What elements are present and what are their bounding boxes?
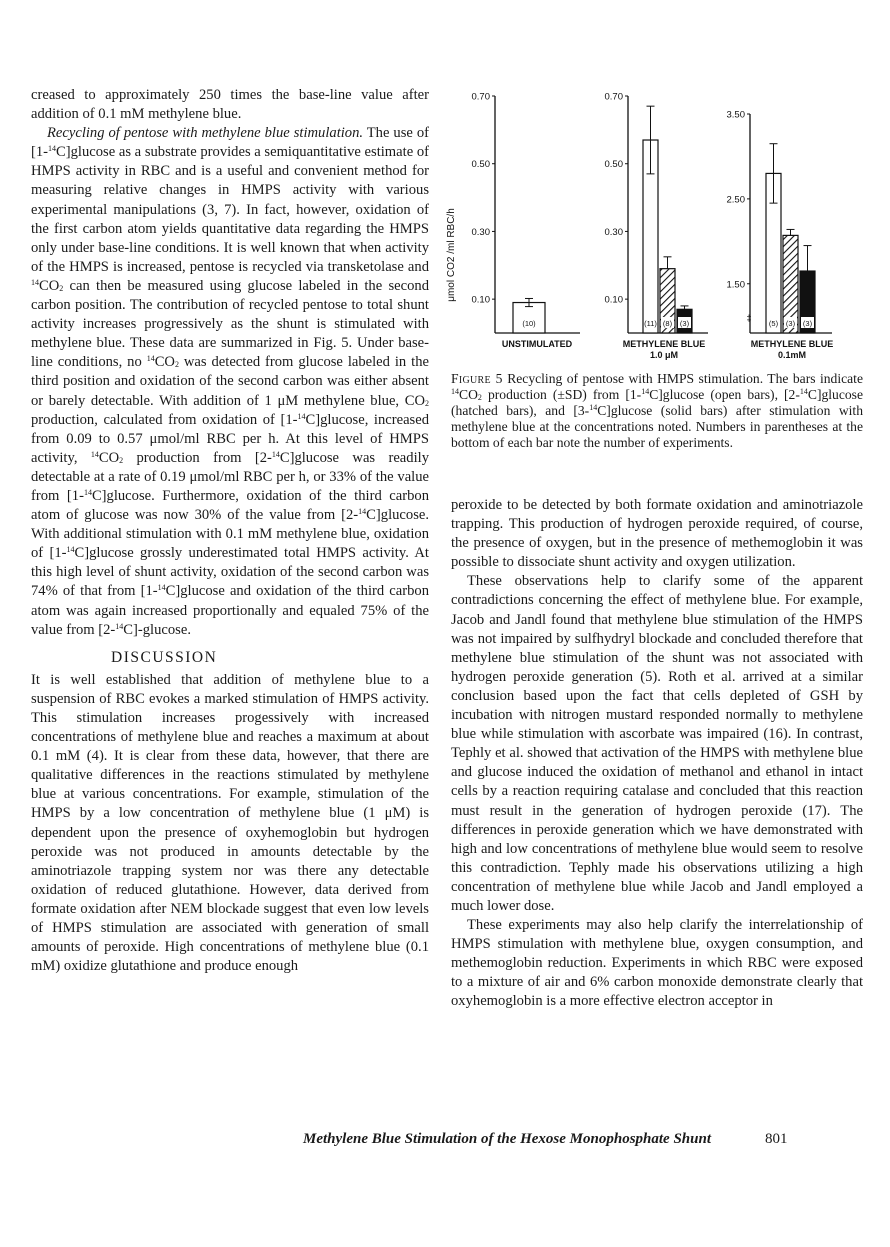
y-tick-label: 3.50 xyxy=(726,109,745,121)
x-axis-label: METHYLENE BLUE xyxy=(750,339,834,349)
text: CO xyxy=(154,354,175,371)
text: C]glucose grossly underestimated total HMPS activity. At this high level of shunt activity, oxidation of the second carbon was 74% of that from [1- xyxy=(31,545,429,600)
n-label: (8) xyxy=(662,319,673,328)
superscript: 14 xyxy=(589,403,598,413)
x-axis-label: UNSTIMULATED xyxy=(501,339,573,349)
paragraph: It is well established that addition of methylene blue to a suspension of RBC evokes a marked stimulation of HMPS activity. This stimulation increases progessively with increased concentrations of methylene blue and reaches a maximum at about 0.1 mM (4). It is clear from these data, however, that there are qualitative differences in the reactions stimulated by methylene blue at various concentrations. For example, stimulation of the HMPS by a low concentration of methylene blue (1 μM) is dependent upon the presence of oxyhemoglobin but hydrogen peroxide was not produced in amounts detectable by the aminotriazole trapping system nor was there any detectable oxidation of reduced glutathione. However, data derived from formate oxidation after NEM blockade suggest that even low levels of HMPS stimulation are associated with generation of small amounts of peroxide. High concentrations of methylene blue (0.1 mM) oxidize glutathione and produce enough xyxy=(31,671,429,975)
y-axis-label: μmol CO2 /ml RBC/h xyxy=(446,208,457,302)
text: CO xyxy=(98,449,120,466)
running-title: Methylene Blue Stimulation of the Hexose Monophosphate Shunt xyxy=(303,1131,711,1147)
subscript: 2 xyxy=(119,455,124,465)
figure-5-chart xyxy=(440,80,880,365)
superscript: 14 xyxy=(297,411,306,421)
x-axis-label: 0.1mM xyxy=(777,350,807,360)
text: C]glucose. With additional stimulation with 0.1 mM methylene blue, oxidation of [1- xyxy=(31,507,429,562)
page-number: 801 xyxy=(765,1131,788,1147)
text: C]glucose (solid bars) after stimulation with methylene blue at the concentrations noted. Numbers in parentheses at the bottom of each bar note the number of experiments. xyxy=(451,403,863,451)
superscript: 14 xyxy=(83,487,92,497)
superscript: 14 xyxy=(358,507,367,517)
subscript: 2 xyxy=(59,283,64,293)
superscript: 14 xyxy=(271,449,280,459)
subscript: 2 xyxy=(174,360,179,370)
text: Recycling of pentose with HMPS stimulation. The bars indicate xyxy=(502,371,863,386)
text: production (±SD) from [1- xyxy=(481,387,642,403)
superscript: 14 xyxy=(799,387,808,397)
y-tick-label: 0.50 xyxy=(471,159,490,171)
n-label: (5) xyxy=(768,319,779,328)
n-label: (3) xyxy=(679,319,690,328)
paragraph: These experiments may also help clarify the interrelationship of HMPS stimulation with methylene blue, oxygen consumption, and methemoglobin reduction. Experiments in which RBC were exposed to a mixture of air and 6% carbon monoxide demonstrate clearly that oxyhemoglobin is a more effective electron acceptor in xyxy=(451,917,863,1010)
text: CO xyxy=(459,387,478,403)
n-label: (11) xyxy=(644,319,657,328)
superscript: 14 xyxy=(48,144,57,154)
section-heading-discussion: DISCUSSION xyxy=(111,648,218,666)
text: CO xyxy=(39,277,60,294)
paragraph-recycling xyxy=(31,124,429,640)
text: C]glucose. Furthermore, oxidation of the third carbon atom of glucose was now 30% of the value from [2- xyxy=(31,487,429,524)
figure-label: Figure 5 xyxy=(451,371,503,386)
paragraph: peroxide to be detected by both formate oxidation and aminotriazole trapping. This production of hydrogen peroxide required, of course, the presence of oxygen, but in the presence of methemoglobin it was possible to dissociate shunt activity and oxygen utilization. xyxy=(451,497,863,571)
text: C]glucose and oxidation of the third carbon atom was again increased proportionally and equaled 75% of the value from [2- xyxy=(31,583,429,638)
y-tick-label: 2.50 xyxy=(726,194,745,206)
x-axis-label: 1.0 μM xyxy=(649,350,679,360)
n-label: (3) xyxy=(802,319,813,328)
y-tick-label: 0.30 xyxy=(471,226,490,238)
right-column xyxy=(451,496,863,1012)
text: C]glucose (open bars), [2- xyxy=(649,387,800,403)
subscript: 2 xyxy=(425,398,429,408)
superscript: 14 xyxy=(451,387,459,397)
paragraph: creased to approximately 250 times the base-line value after addition of 0.1 mM methylene blue. xyxy=(31,87,429,123)
x-axis-label: METHYLENE BLUE xyxy=(622,339,706,349)
y-tick-label: 1.50 xyxy=(726,279,745,291)
superscript: 14 xyxy=(641,387,650,397)
text: C]-glucose. xyxy=(123,621,191,638)
y-tick-label: 0.70 xyxy=(604,91,623,103)
superscript: 14 xyxy=(115,621,124,631)
subscript: 2 xyxy=(477,393,482,403)
text: C]glucose (hatched bars), and [3- xyxy=(451,387,863,419)
text: C]glucose, increased from 0.09 to 0.57 μmol/ml RBC per h. At this level of HMPS activity, xyxy=(31,411,429,466)
superscript: 14 xyxy=(90,449,99,459)
n-label: (3) xyxy=(785,319,796,328)
left-column xyxy=(31,86,429,976)
y-tick-label: 0.10 xyxy=(471,294,490,306)
superscript: 14 xyxy=(146,354,155,364)
superscript: 14 xyxy=(66,545,75,555)
text: C]glucose was readily detectable at a rate of 0.19 μmol/ml RBC per h, or 33% of the value from [1- xyxy=(31,449,429,504)
n-label: (10) xyxy=(522,319,536,328)
y-tick-label: 0.70 xyxy=(471,91,490,103)
y-tick-label: 0.10 xyxy=(604,294,623,306)
text: C]glucose as a substrate provides a semiquantitative estimate of HMPS activity in RBC and is a useful and convenient method for measuring relative changes in HMPS activity with various experimental manipulations (3, 7). In fact, however, oxidation of the first carbon atom yields quantitative data regarding the HMPS only under base-line conditions. It is well known that when activity of the HMPS is increased, pentose is recycled via transketolase and xyxy=(31,144,429,275)
superscript: 14 xyxy=(31,277,39,287)
figure-caption xyxy=(451,371,863,451)
text: production from [2- xyxy=(123,449,272,466)
y-tick-label: 0.30 xyxy=(604,226,623,238)
superscript: 14 xyxy=(157,583,166,593)
y-tick-label: 0.50 xyxy=(604,159,623,171)
text: can then be measured using glucose labeled in the second carbon position. The contribution of recycled pentose to total shunt activity increases progressively as the shunt is stimulated with methylene blue. These data are summarized in Fig. 5. Under base-line conditions, no xyxy=(31,277,429,371)
text: was detected from glucose labeled in the third position and oxidation of the second carbon was either absent or barely detectable. With addition of 1 μM methylene blue, CO xyxy=(31,354,429,409)
section-run-in-title: Recycling of pentose with methylene blue stimulation. xyxy=(47,125,364,142)
page-footer xyxy=(303,1131,863,1148)
paragraph: These observations help to clarify some of the apparent contradictions concerning the effect of methylene blue. For example, Jacob and Jandl found that methylene blue stimulation of the HMPS was not impaired by sulfhydryl blockade and concluded therefore that methylene blue stimulation of the shunt was not associated with hydrogen peroxide generation (5). Roth et al. arrived at a similar conclusion based upon the fact that cells depleted of GSH by incubation with nitrogen mustard responded normally to methylene blue while stimulation with ascorbate was impaired (16). In contrast, Tephly et al. showed that activation of the HMPS with methylene blue and glucose induced the oxidation of methanol and ethanol in intact cells by a reaction requiring catalase and concluded that this reaction must result in the generation of hydrogen peroxide (17). The differences in peroxide generation which we have demonstrated with high and low concentrations of methylene blue would seem to resolve this contradiction. Tephly made his observations utilizing a high concentration of methylene blue while Jacob and Jandl employed a much lower dose. xyxy=(451,573,863,914)
text: production, calculated from oxidation of [1- xyxy=(31,411,298,428)
text: The use of [1- xyxy=(31,125,430,161)
axis-break-mark: ‡ xyxy=(746,313,752,323)
